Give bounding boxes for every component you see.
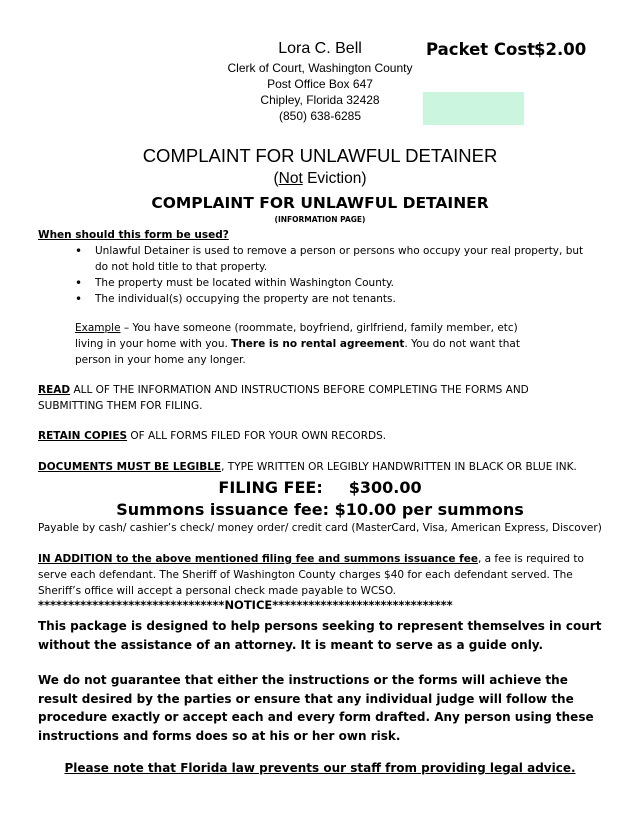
service-fee-paragraph (38, 551, 608, 599)
filing-fee-label: FILING FEE: (218, 478, 323, 497)
form-title: COMPLAINT FOR UNLAWFUL DETAINER (151, 194, 489, 212)
highlight-box (423, 92, 524, 125)
addition-label: IN ADDITION to the above mentioned filing fee and summons issuance fee (38, 553, 478, 565)
packet-cost-value: $2.00 (534, 40, 587, 59)
retain-text: OF ALL FORMS FILED FOR YOUR OWN RECORDS. (127, 430, 387, 442)
when-bullet-2: • The property must be located within Washington County. (75, 275, 595, 291)
page-title: COMPLAINT FOR UNLAWFUL DETAINER (142, 145, 498, 166)
payment-methods: Payable by cash/ cashier’s check/ money order/ credit card (MasterCard, Visa, American Express, Discover) (38, 522, 602, 534)
addition-text: , a fee is required to serve each defendant. The Sheriff of Washington County charges $40 for each defendant served. The Sheriff’s office will accept a personal check made payable to WCSO. (38, 553, 584, 597)
read-instruction (38, 382, 568, 414)
legible-instruction (38, 459, 618, 475)
example-paragraph (75, 320, 545, 368)
clerk-address-line-2: Chipley, Florida 32428 (260, 93, 380, 107)
subtitle-open-paren: ( (273, 170, 279, 187)
when-heading: When should this form be used? (38, 229, 229, 241)
filing-fee-line (0, 478, 640, 497)
example-label: Example (75, 322, 121, 334)
example-bold: There is no rental agreement (231, 338, 405, 350)
subtitle-not: Not (278, 170, 303, 187)
clerk-title: Clerk of Court, Washington County (227, 61, 413, 75)
retain-label: RETAIN COPIES (38, 430, 128, 442)
clerk-name: Lora C. Bell (278, 40, 362, 57)
when-bullet-list (75, 243, 595, 307)
page-subtitle (0, 170, 640, 188)
filing-fee-value: $300.00 (348, 478, 422, 497)
example-text-2: . You do not want that person in your home any longer. (75, 338, 520, 366)
legal-advice-note: Please note that Florida law prevents our staff from providing legal advice. (64, 761, 576, 775)
notice-stars-right: ****************************** (272, 598, 453, 612)
read-label: READ (38, 384, 71, 396)
read-text: ALL OF THE INFORMATION AND INSTRUCTIONS BEFORE COMPLETING THE FORMS AND SUBMITTING THEM FOR FILING. (38, 384, 529, 412)
packet-cost-label: Packet Cost (426, 40, 536, 59)
example-text-1: – You have someone (roommate, boyfriend, girlfriend, family member, etc) living in your home with you. (75, 322, 518, 350)
legible-label: DOCUMENTS MUST BE LEGIBLE (38, 461, 222, 473)
retain-instruction (38, 428, 608, 444)
when-bullet-1: • Unlawful Detainer is used to remove a person or persons who occupy your real property, but do not hold title to that property. (75, 243, 595, 275)
clerk-phone: (850) 638-6285 (278, 109, 362, 123)
subtitle-rest: Eviction) (302, 170, 367, 187)
legible-text: , TYPE WRITTEN OR LEGIBLY HANDWRITTEN IN BLACK OR BLUE INK. (221, 461, 577, 473)
when-bullet-3: • The individual(s) occupying the property are not tenants. (75, 291, 595, 307)
notice-banner (38, 598, 453, 612)
clerk-address-line-1: Post Office Box 647 (267, 77, 373, 91)
notice-label: NOTICE (224, 598, 273, 612)
notice-stars-left: ******************************* (38, 598, 225, 612)
notice-paragraph-2: We do not guarantee that either the instructions or the forms will achieve the result desired by the parties or ensure that any individual judge will follow the procedure exactly or accept each and every form drafted. Any person using these instructions and forms does so at his or her own risk. (38, 673, 594, 743)
summons-fee-line: Summons issuance fee: $10.00 per summons (116, 500, 524, 519)
info-page-label: (INFORMATION PAGE) (274, 215, 366, 224)
notice-paragraph-1: This package is designed to help persons seeking to represent themselves in court without the assistance of an attorney. It is meant to serve as a guide only. (38, 619, 602, 652)
